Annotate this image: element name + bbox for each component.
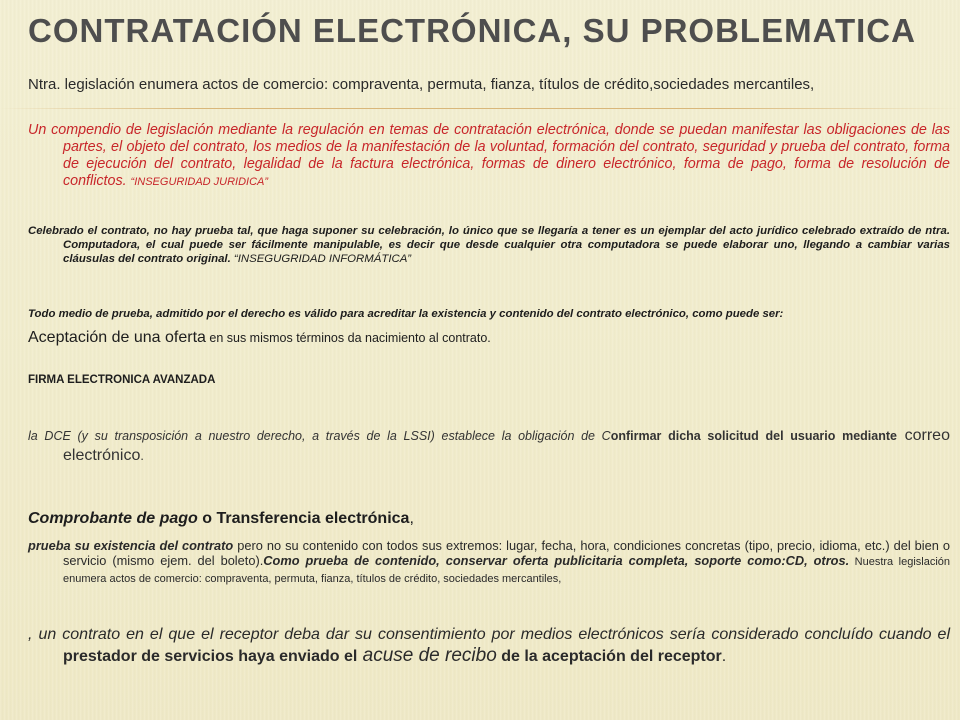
p8-d: , bbox=[409, 510, 414, 527]
paragraph-aceptacion bbox=[28, 329, 950, 347]
title-divider bbox=[0, 108, 960, 109]
p1-text: Ntra. legislación enumera actos de comercio: compraventa, permuta, fianza, títulos de crédito,sociedades mercantiles, bbox=[28, 76, 815, 93]
paragraph-dce bbox=[28, 426, 950, 466]
paragraph-firma bbox=[28, 374, 950, 386]
p2-text: Un compendio de legislación mediante la regulación en temas de contratación electrónica, donde se puedan manifestar las obligaciones de las partes, el objeto del contrato, los medios de la manifestación de la voluntad, formación del contrato, seguridad y prueba del contrato, forma de ejecución del contrato, legalidad de la factura electrónica, formas de dinero electrónico, forma de pago, forma de resolución de conflictos. bbox=[28, 122, 950, 189]
p3-tag: “INSEGUGRIDAD INFORMÁTICA” bbox=[233, 253, 412, 265]
p7-big: correo electrónico bbox=[63, 427, 950, 464]
p9-c: Como prueba de contenido, conservar oferta publicitaria completa, soporte como:CD, otros. bbox=[263, 553, 850, 568]
p2-tag: “INSEGURIDAD JURIDICA” bbox=[130, 176, 269, 188]
p8-a: Comprobante de pago bbox=[28, 510, 198, 527]
p10-e: . bbox=[721, 648, 727, 665]
p3-text: Celebrado el contrato, no hay prueba tal, que haga suponer su celebración, lo único que se llegaría a tener es un ejemplar del acto jurídico celebrado extraído de ntra. Computadora, el cual puede ser fácilmente manipulable, es decir que desde cualquier otra computadora se puede elaborar uno, llegando a cambiar varias cláusulas del contrato original. bbox=[28, 225, 950, 265]
p4-text: Todo medio de prueba, admitido por el derecho es válido para acreditar la existencia y contenido del contrato electrónico, como puede ser: bbox=[28, 308, 784, 320]
p10-c: acuse de recibo bbox=[357, 645, 497, 666]
paragraph-legislacion bbox=[28, 76, 950, 93]
p6-text: FIRMA ELECTRONICA AVANZADA bbox=[28, 374, 216, 386]
p10-d: de la aceptación del receptor bbox=[496, 648, 722, 665]
p10-a: , un contrato en el que el receptor deba dar su consentimiento por medios electrónicos sería considerado concluído cuando el bbox=[28, 626, 950, 643]
p7-end: . bbox=[140, 449, 144, 463]
paragraph-celebrado bbox=[28, 224, 950, 266]
p5-main: Aceptación de una oferta bbox=[28, 329, 206, 346]
p9-a: prueba su existencia del contrato bbox=[28, 538, 234, 553]
p7-text: la DCE (y su transposición a nuestro derecho, a través de la LSSI) establece la obligación de C bbox=[28, 429, 611, 443]
paragraph-comprobante bbox=[28, 510, 950, 528]
paragraph-prueba-existencia bbox=[28, 538, 950, 587]
p8-b: o bbox=[197, 510, 217, 527]
p8-c: Transferencia electrónica bbox=[216, 510, 410, 527]
paragraph-contrato-receptor bbox=[28, 624, 950, 667]
paragraph-medio-prueba bbox=[28, 308, 950, 320]
p9-d: Nuestra legislación enumera actos de comercio: compraventa, permuta, fianza, títulos de crédito, sociedades mercantiles, bbox=[63, 556, 950, 585]
p9-b: pero no su contenido con todos sus extremos: lugar, fecha, hora, condiciones concretas (tipo, precio, idioma, etc.) del bien o servicio (mismo ejem. del boleto). bbox=[63, 538, 950, 568]
p7-bold: onfirmar dicha solicitud del usuario mediante bbox=[610, 429, 897, 443]
slide-title: CONTRATACIÓN ELECTRÓNICA, SU PROBLEMATICA bbox=[28, 12, 916, 49]
p5-rest: en sus mismos términos da nacimiento al contrato. bbox=[205, 331, 491, 345]
p10-b: prestador de servicios haya enviado el bbox=[63, 648, 358, 665]
paragraph-compendio bbox=[28, 122, 950, 191]
